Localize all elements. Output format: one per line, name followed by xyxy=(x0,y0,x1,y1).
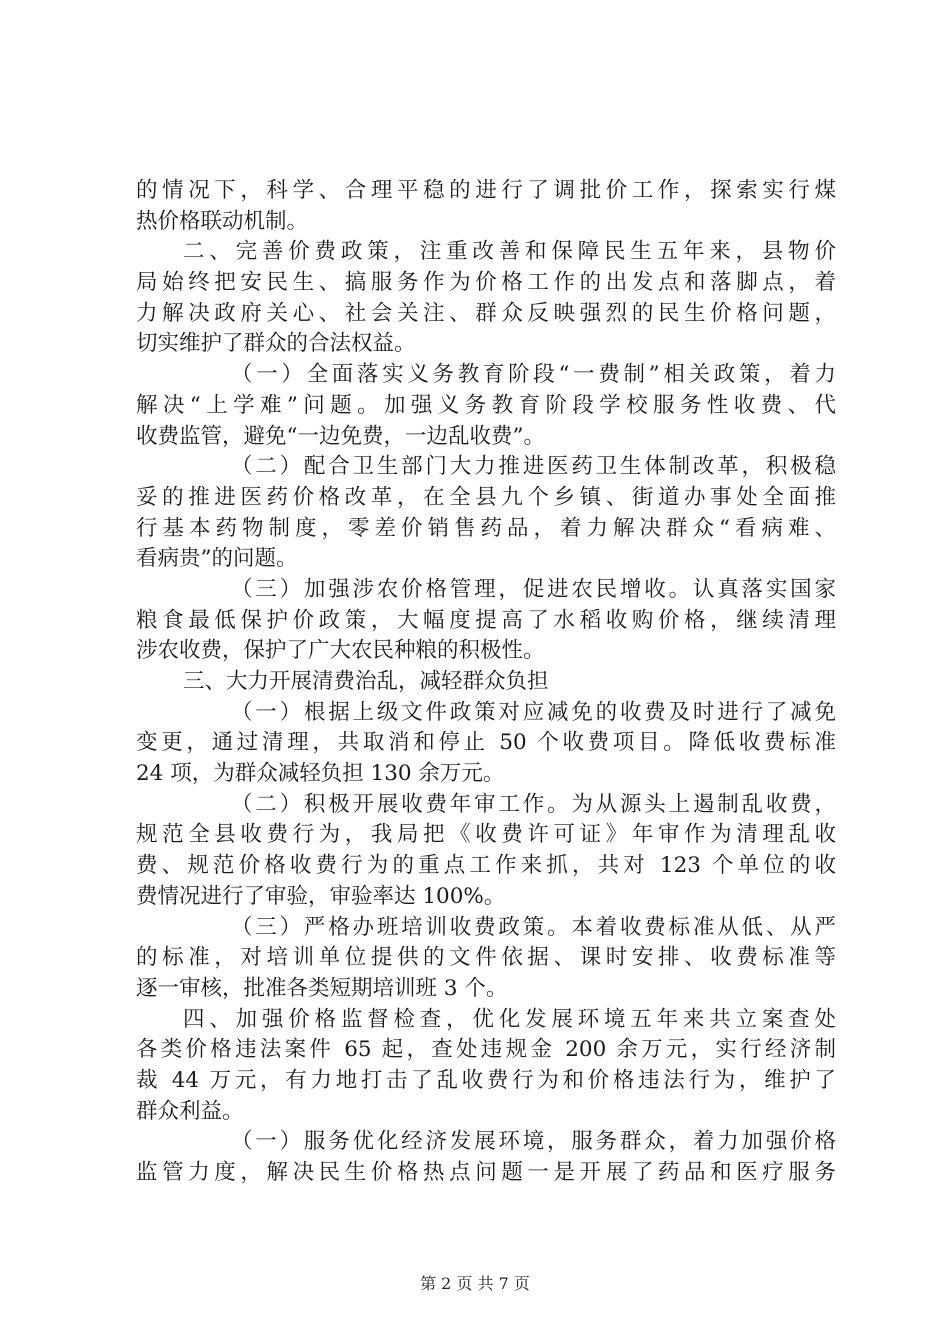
text-line: 妥的推进医药价格改革，在全县九个乡镇、街道办事处全面推 xyxy=(136,484,836,510)
text-line: 三、大力开展清费治乱，减轻群众负担 xyxy=(183,669,549,694)
text-line: （三）严格办班培训收费政策。本着收费标准从低、从严 xyxy=(231,914,836,940)
text-line: 四、加强价格监督检查，优化发展环境五年来共立案查处 xyxy=(183,1006,836,1032)
text-line: 涉农收费，保护了广大农民种粮的积极性。 xyxy=(136,638,545,664)
text-line: 局始终把安民生、搞服务作为价格工作的出发点和落脚点，着 xyxy=(136,270,836,296)
text-line: 裁 44 万元，有力地打击了乱收费行为和价格违法行为，维护了 xyxy=(136,1067,836,1093)
document-body xyxy=(136,176,836,1189)
text-line: （二）配合卫生部门大力推进医药卫生体制改革，积极稳 xyxy=(231,454,836,480)
text-line: 费情况进行了审验，审验率达 100%。 xyxy=(136,883,506,909)
text-line: 切实维护了群众的合法权益。 xyxy=(136,331,416,357)
text-line: （二）积极开展收费年审工作。为从源头上遏制乱收费， xyxy=(231,791,836,817)
text-line: 看病贵”的问题。 xyxy=(136,546,298,572)
text-line: 群众利益。 xyxy=(136,1098,244,1124)
text-line: （一）根据上级文件政策对应减免的收费及时进行了减免 xyxy=(231,699,836,725)
page-footer: 第 2 页 共 7 页 xyxy=(420,1274,530,1293)
text-line: 费、规范价格收费行为的重点工作来抓，共对 123 个单位的收 xyxy=(136,853,836,879)
text-line: 收费监管，避免“一边免费，一边乱收费”。 xyxy=(136,423,545,449)
text-line: （三）加强涉农价格管理，促进农民增收。认真落实国家 xyxy=(231,576,836,602)
text-line: 各类价格违法案件 65 起，查处违规金 200 余万元，实行经济制 xyxy=(136,1037,836,1063)
text-line: 粮食最低保护价政策，大幅度提高了水稻收购价格，继续清理 xyxy=(136,607,836,633)
text-line: 24 项，为群众减轻负担 130 余万元。 xyxy=(136,761,505,787)
text-line: 监管力度，解决民生价格热点问题一是开展了药品和医疗服务 xyxy=(136,1160,836,1185)
text-line: 热价格联动机制。 xyxy=(136,208,309,234)
text-line: 的标准，对培训单位提供的文件依据、课时安排、收费标准等 xyxy=(136,945,836,971)
text-line: 逐一审核，批准各类短期培训班 3 个。 xyxy=(136,975,508,1001)
text-line: （一）全面落实义务教育阶段“一费制”相关政策，着力 xyxy=(231,362,836,388)
text-line: （一）服务优化经济发展环境，服务群众，着力加强价格 xyxy=(231,1129,836,1155)
text-line: 力解决政府关心、社会关注、群众反映强烈的民生价格问题， xyxy=(136,300,836,326)
text-line: 规范全县收费行为，我局把《收费许可证》年审作为清理乱收 xyxy=(136,822,836,848)
text-line: 变更，通过清理，共取消和停止 50 个收费项目。降低收费标准 xyxy=(136,730,836,756)
text-line: 行基本药物制度，零差价销售药品，着力解决群众“看病难、 xyxy=(136,515,836,541)
text-line: 二、完善价费政策，注重改善和保障民生五年来，县物价 xyxy=(183,239,836,265)
text-line: 解决“上学难”问题。加强义务教育阶段学校服务性收费、代 xyxy=(136,392,836,418)
text-line: 的情况下，科学、合理平稳的进行了调批价工作，探索实行煤 xyxy=(136,178,836,203)
